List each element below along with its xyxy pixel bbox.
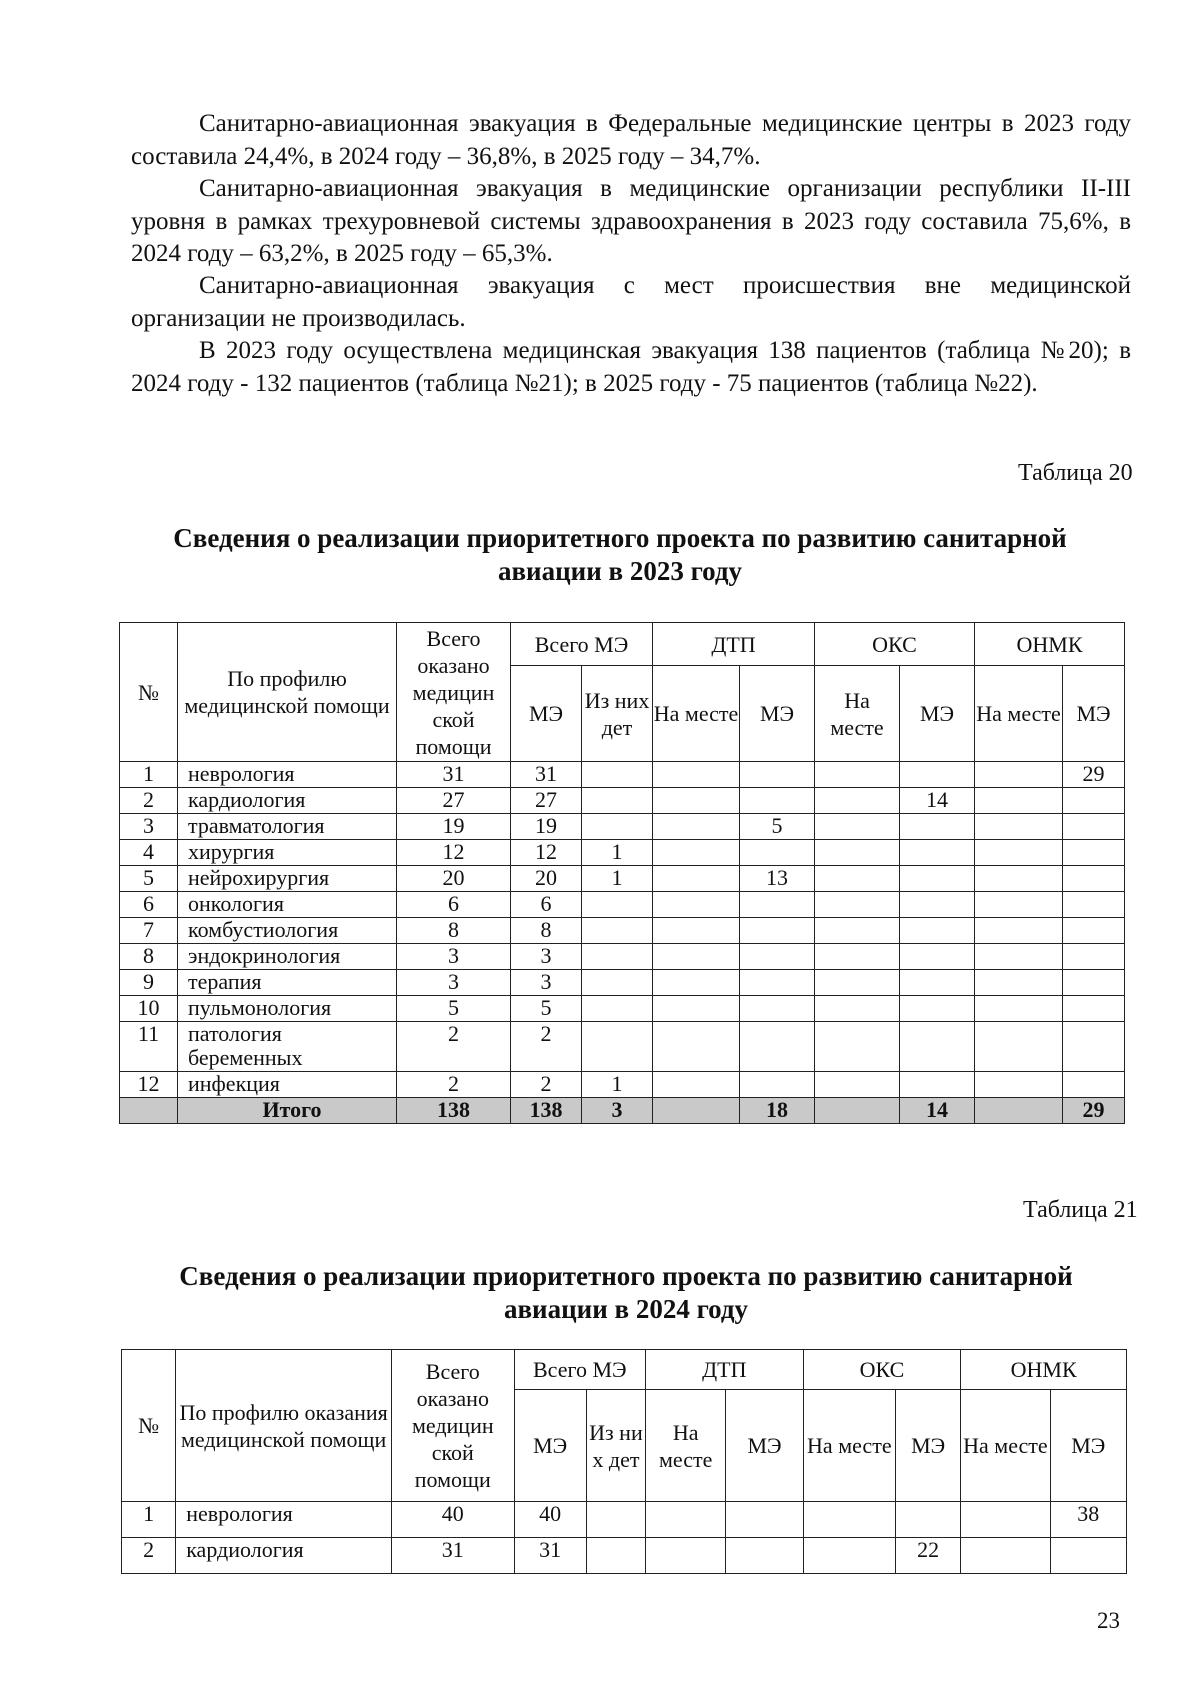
row-total: 2	[397, 1022, 511, 1072]
row-num: 4	[120, 840, 178, 866]
row-profile: инфекция	[178, 1072, 397, 1098]
row-profile: хирургия	[178, 840, 397, 866]
row-profile: комбустиология	[178, 918, 397, 944]
col-onmk-header: ОНМК	[975, 623, 1125, 666]
row-num: 5	[120, 866, 178, 892]
table-row	[120, 1022, 1125, 1072]
row-num: 11	[120, 1022, 178, 1072]
row-num: 1	[122, 1502, 176, 1538]
row-profile: кардиология	[176, 1538, 392, 1574]
row-me: 3	[511, 944, 582, 970]
row-total: 12	[397, 840, 511, 866]
row-onmk-me	[1063, 918, 1125, 944]
row-total: 40	[392, 1502, 514, 1538]
row-onmk-site	[975, 788, 1063, 814]
row-children	[582, 788, 653, 814]
row-total: 19	[397, 814, 511, 840]
row-children	[582, 970, 653, 996]
row-oks-me	[900, 866, 975, 892]
row-num: 2	[120, 788, 178, 814]
row-profile: пульмонология	[178, 996, 397, 1022]
row-me: 5	[511, 996, 582, 1022]
col-oks-site-header: На месте	[815, 666, 900, 762]
row-oks-me	[896, 1502, 961, 1538]
row-dtp-me	[740, 892, 815, 918]
col-total-header: Всего оказано медицин ской помощи	[392, 1350, 514, 1502]
col-oks-header: ОКС	[803, 1350, 961, 1390]
row-dtp-site	[646, 1538, 726, 1574]
paragraph-3: Санитарно-авиационная эвакуация с мест происшествия вне медицинской организации не производилась.	[131, 272, 1131, 332]
page-number: 23	[1097, 1608, 1120, 1633]
row-dtp-me	[740, 840, 815, 866]
col-onmk-me-header: МЭ	[1063, 666, 1125, 762]
col-me-group-header: Всего МЭ	[514, 1350, 646, 1390]
row-children	[586, 1538, 645, 1574]
row-me: 12	[511, 840, 582, 866]
table-row	[120, 918, 1125, 944]
row-me: 2	[511, 1022, 582, 1072]
row-oks-site	[815, 788, 900, 814]
row-oks-me	[900, 918, 975, 944]
total-onmk-site	[975, 1098, 1063, 1124]
row-children	[582, 996, 653, 1022]
row-me: 8	[511, 918, 582, 944]
col-num-header: №	[122, 1350, 176, 1502]
row-profile: нейрохирургия	[178, 866, 397, 892]
row-dtp-me: 13	[740, 866, 815, 892]
row-oks-me	[900, 944, 975, 970]
row-profile: кардиология	[178, 788, 397, 814]
row-dtp-site	[653, 840, 740, 866]
row-me: 31	[511, 762, 582, 788]
table-row	[120, 944, 1125, 970]
row-onmk-site	[975, 1022, 1063, 1072]
row-onmk-me	[1063, 996, 1125, 1022]
row-onmk-site	[975, 944, 1063, 970]
row-dtp-site	[653, 762, 740, 788]
row-oks-site	[815, 840, 900, 866]
total-me: 138	[511, 1098, 582, 1124]
row-dtp-me: 5	[740, 814, 815, 840]
row-oks-site	[815, 918, 900, 944]
row-me: 19	[511, 814, 582, 840]
row-oks-site	[815, 970, 900, 996]
row-num: 1	[120, 762, 178, 788]
total-row	[120, 1098, 1125, 1124]
row-onmk-me	[1063, 866, 1125, 892]
row-children	[582, 1022, 653, 1072]
row-onmk-site	[975, 1072, 1063, 1098]
row-dtp-site	[653, 866, 740, 892]
row-dtp-site	[653, 892, 740, 918]
row-oks-site	[815, 1022, 900, 1072]
paragraph-4: В 2023 году осуществлена медицинская эвакуация 138 пациентов (таблица №20); в 2024 году - 132 пациентов (таблица №21); в 2025 году - 75 пациентов (таблица №22).	[131, 337, 1131, 397]
row-oks-site	[815, 944, 900, 970]
row-me: 40	[514, 1502, 586, 1538]
row-total: 31	[392, 1538, 514, 1574]
row-children: 1	[582, 840, 653, 866]
total-onmk-me: 29	[1063, 1098, 1125, 1124]
row-dtp-me	[740, 996, 815, 1022]
col-children-header: Из ни х дет	[586, 1390, 645, 1502]
col-num-header: №	[120, 623, 178, 762]
row-num: 2	[122, 1538, 176, 1574]
row-onmk-site	[975, 840, 1063, 866]
row-children	[582, 892, 653, 918]
row-dtp-site	[646, 1502, 726, 1538]
row-dtp-me	[740, 762, 815, 788]
row-num: 12	[120, 1072, 178, 1098]
row-dtp-me	[740, 970, 815, 996]
col-dtp-me-header: МЭ	[726, 1390, 803, 1502]
table-row	[120, 762, 1125, 788]
row-children	[582, 814, 653, 840]
row-onmk-me: 29	[1063, 762, 1125, 788]
table-20-label: Таблица 20	[1018, 460, 1133, 486]
row-onmk-me	[1063, 944, 1125, 970]
row-dtp-me	[740, 918, 815, 944]
col-total-header: Всего оказано медицин ской помощи	[397, 623, 511, 762]
col-profile-header: По профилю оказания медицинской помощи	[176, 1350, 392, 1502]
row-onmk-site	[961, 1502, 1050, 1538]
row-oks-me: 14	[900, 788, 975, 814]
row-dtp-site	[653, 814, 740, 840]
row-profile: неврология	[178, 762, 397, 788]
col-dtp-site-header: На месте	[646, 1390, 726, 1502]
table-row	[120, 970, 1125, 996]
col-oks-me-header: МЭ	[900, 666, 975, 762]
row-oks-site	[815, 1072, 900, 1098]
total-total: 138	[397, 1098, 511, 1124]
row-dtp-me	[726, 1502, 803, 1538]
row-total: 6	[397, 892, 511, 918]
paragraph-1: Санитарно-авиационная эвакуация в Федеральные медицинские центры в 2023 году составила 24,4%, в 2024 году – 36,8%, в 2025 году – 34,7%.	[131, 110, 1131, 170]
row-profile: патология беременных	[178, 1022, 397, 1072]
table-row	[122, 1538, 1127, 1574]
row-oks-me	[900, 1072, 975, 1098]
row-onmk-me	[1063, 1072, 1125, 1098]
table-row	[120, 866, 1125, 892]
table-row	[120, 840, 1125, 866]
paragraph-2: Санитарно-авиационная эвакуация в медицинские организации республики II-III уровня в рамках трехуровневой системы здравоохранения в 2023 году составила 75,6%, в 2024 году – 63,2%, в 2025 году – 65,3%.	[131, 175, 1131, 267]
row-num: 8	[120, 944, 178, 970]
table-21-label: Таблица 21	[1023, 1197, 1138, 1223]
total-oks-me: 14	[900, 1098, 975, 1124]
col-onmk-header: ОНМК	[961, 1350, 1127, 1390]
row-oks-site	[815, 892, 900, 918]
table-21	[121, 1349, 1127, 1574]
row-children	[582, 762, 653, 788]
row-total: 3	[397, 970, 511, 996]
row-onmk-site	[975, 918, 1063, 944]
row-total: 27	[397, 788, 511, 814]
row-onmk-me	[1050, 1538, 1126, 1574]
row-dtp-site	[653, 918, 740, 944]
row-dtp-me	[740, 944, 815, 970]
row-oks-site	[803, 1538, 895, 1574]
col-onmk-site-header: На месте	[975, 666, 1063, 762]
row-dtp-site	[653, 944, 740, 970]
row-onmk-site	[975, 970, 1063, 996]
row-oks-site	[815, 996, 900, 1022]
row-profile: терапия	[178, 970, 397, 996]
col-me-header: МЭ	[514, 1390, 586, 1502]
row-oks-me	[900, 970, 975, 996]
col-profile-header: По профилю медицинской помощи	[178, 623, 397, 762]
row-oks-site	[815, 814, 900, 840]
row-me: 20	[511, 866, 582, 892]
col-onmk-site-header: На месте	[961, 1390, 1050, 1502]
row-children: 1	[582, 866, 653, 892]
row-onmk-site	[975, 866, 1063, 892]
row-oks-site	[815, 866, 900, 892]
row-me: 6	[511, 892, 582, 918]
col-oks-site-header: На месте	[803, 1390, 895, 1502]
total-dtp-site	[653, 1098, 740, 1124]
row-onmk-me	[1063, 892, 1125, 918]
row-me: 3	[511, 970, 582, 996]
row-profile: эндокринология	[178, 944, 397, 970]
row-onmk-me: 38	[1050, 1502, 1126, 1538]
row-total: 20	[397, 866, 511, 892]
row-total: 31	[397, 762, 511, 788]
row-oks-me	[900, 762, 975, 788]
total-profile: Итого	[178, 1098, 397, 1124]
row-onmk-site	[975, 892, 1063, 918]
row-dtp-site	[653, 996, 740, 1022]
col-onmk-me-header: МЭ	[1050, 1390, 1126, 1502]
total-children: 3	[582, 1098, 653, 1124]
row-num: 10	[120, 996, 178, 1022]
row-me: 27	[511, 788, 582, 814]
row-me: 31	[514, 1538, 586, 1574]
col-children-header: Из них дет	[582, 666, 653, 762]
col-oks-header: ОКС	[815, 623, 975, 666]
row-onmk-site	[975, 762, 1063, 788]
row-oks-me	[900, 1022, 975, 1072]
row-profile: онкология	[178, 892, 397, 918]
table-row	[120, 1072, 1125, 1098]
row-oks-me	[900, 840, 975, 866]
row-profile: травматология	[178, 814, 397, 840]
row-onmk-me	[1063, 1022, 1125, 1072]
row-oks-me	[900, 892, 975, 918]
row-children	[586, 1502, 645, 1538]
row-num: 3	[120, 814, 178, 840]
row-total: 2	[397, 1072, 511, 1098]
table-row	[120, 788, 1125, 814]
col-dtp-site-header: На месте	[653, 666, 740, 762]
table-row	[120, 996, 1125, 1022]
row-oks-site	[815, 762, 900, 788]
row-dtp-me	[740, 788, 815, 814]
table-row	[122, 1502, 1127, 1538]
total-num	[120, 1098, 178, 1124]
row-children	[582, 944, 653, 970]
row-onmk-me	[1063, 970, 1125, 996]
row-dtp-me	[726, 1538, 803, 1574]
table-21-title: Сведения о реализации приоритетного проекта по развитию санитарной авиации в 2024 году	[179, 1261, 1073, 1324]
table-row	[120, 814, 1125, 840]
row-oks-me: 22	[896, 1538, 961, 1574]
row-total: 3	[397, 944, 511, 970]
total-oks-site	[815, 1098, 900, 1124]
row-onmk-me	[1063, 840, 1125, 866]
row-num: 7	[120, 918, 178, 944]
row-dtp-site	[653, 1022, 740, 1072]
row-num: 9	[120, 970, 178, 996]
row-onmk-me	[1063, 814, 1125, 840]
row-num: 6	[120, 892, 178, 918]
col-dtp-header: ДТП	[653, 623, 815, 666]
col-me-header: МЭ	[511, 666, 582, 762]
row-onmk-site	[975, 814, 1063, 840]
table-20	[119, 622, 1125, 1124]
row-onmk-me	[1063, 788, 1125, 814]
row-dtp-site	[653, 788, 740, 814]
row-profile: неврология	[176, 1502, 392, 1538]
total-dtp-me: 18	[740, 1098, 815, 1124]
row-total: 5	[397, 996, 511, 1022]
row-oks-me	[900, 996, 975, 1022]
col-me-group-header: Всего МЭ	[511, 623, 653, 666]
row-me: 2	[511, 1072, 582, 1098]
row-oks-site	[803, 1502, 895, 1538]
row-dtp-me	[740, 1022, 815, 1072]
row-onmk-site	[975, 996, 1063, 1022]
row-oks-me	[900, 814, 975, 840]
col-dtp-header: ДТП	[646, 1350, 804, 1390]
row-onmk-site	[961, 1538, 1050, 1574]
row-dtp-site	[653, 1072, 740, 1098]
col-dtp-me-header: МЭ	[740, 666, 815, 762]
row-children: 1	[582, 1072, 653, 1098]
row-children	[582, 918, 653, 944]
row-dtp-me	[740, 1072, 815, 1098]
row-dtp-site	[653, 970, 740, 996]
row-total: 8	[397, 918, 511, 944]
col-oks-me-header: МЭ	[896, 1390, 961, 1502]
table-row	[120, 892, 1125, 918]
table-20-title: Сведения о реализации приоритетного проекта по развитию санитарной авиации в 2023 году	[173, 523, 1067, 586]
